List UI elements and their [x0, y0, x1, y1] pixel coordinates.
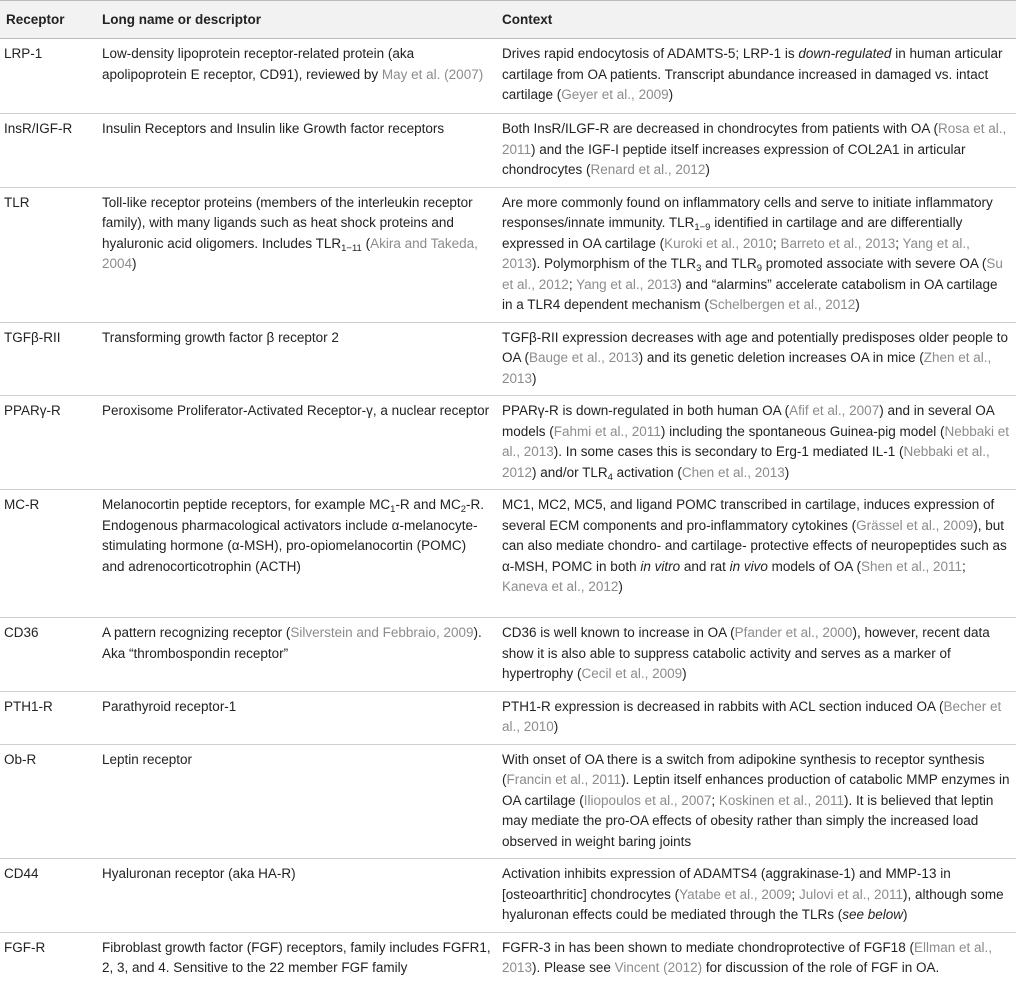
receptor-cell: FGF-R	[4, 939, 46, 955]
table-row	[0, 187, 1016, 322]
citation-link[interactable]: Shen et al., 2011	[860, 558, 963, 574]
text-segment: ;	[962, 558, 966, 574]
context-cell	[497, 187, 1016, 322]
citation-link[interactable]: Kaneva et al., 2012	[502, 579, 619, 594]
text-segment: Are more commonly found on inflammatory cells and serve to initiate inflammatory responses/innate immunity. TLR	[502, 194, 993, 230]
text-segment: PPARγ-R is down-regulated in both human OA (	[502, 403, 790, 418]
text-segment: Parathyroid receptor-1	[102, 698, 237, 714]
citation-link[interactable]: Pfander et al., 2000	[734, 625, 853, 640]
text-segment: ). Please see	[532, 960, 615, 975]
table-row	[0, 932, 1016, 992]
citation-link[interactable]: Kuroki et al., 2010	[664, 235, 773, 251]
context-cell	[497, 691, 1016, 744]
text-segment: ), although some hyaluronan effects could be mediated through the TLRs (	[502, 886, 1004, 922]
text-segment: ;	[791, 886, 799, 902]
subscript: 2	[460, 504, 466, 515]
text-segment: and rat	[680, 558, 730, 574]
table-row	[0, 744, 1016, 859]
text-segment: ;	[895, 235, 903, 251]
citation-link[interactable]: Afif et al., 2007	[789, 403, 880, 418]
text-segment: )	[553, 719, 559, 734]
subscript: 3	[696, 263, 702, 274]
text-segment: CD36 is well known to increase in OA (	[502, 625, 735, 640]
descriptor-cell	[97, 490, 497, 618]
receptor-cell: Ob-R	[4, 751, 37, 767]
citation-link[interactable]: Rosa et al., 2011	[502, 121, 1007, 157]
citation-link[interactable]: Iliopoulos et al., 2007	[583, 792, 712, 808]
text-segment: ) and its genetic deletion increases OA in mice (	[638, 350, 924, 365]
descriptor-cell	[97, 396, 497, 490]
text-segment: )	[682, 666, 687, 681]
text-segment: ) and the IGF-I peptide itself increases expression of COL2A1 in articular chondrocytes (	[502, 141, 966, 177]
text-segment: Hyaluronan receptor (aka HA-R)	[102, 866, 296, 881]
receptor-cell: CD36	[4, 625, 39, 640]
text-segment: ;	[568, 276, 577, 292]
descriptor-cell	[97, 932, 497, 992]
subscript: 4	[607, 471, 613, 483]
text-segment: for discussion of the role of FGF in OA.	[702, 960, 940, 975]
text-segment: ), but can also mediate chondro- and cartilage- protective effects of neuropeptides such as α-MSH, POMC in both	[502, 517, 1007, 574]
text-segment: Leptin receptor	[102, 751, 193, 767]
text-segment: )	[618, 579, 623, 594]
italic-text: down-regulated	[798, 46, 892, 61]
context-cell	[497, 932, 1016, 992]
table-header	[0, 1, 1016, 39]
citation-link[interactable]: Yang et al., 2013	[576, 276, 678, 292]
descriptor-cell	[97, 744, 497, 859]
citation-link[interactable]: Su et al., 2012	[502, 256, 1003, 292]
text-segment: )	[784, 464, 790, 480]
text-segment: ), however, recent data show it is also able to suppress catabolic activity and serves as a marker of hypertrophy (	[502, 625, 990, 681]
subscript: 1−9	[694, 222, 711, 233]
text-segment: FGFR-3 in has been shown to mediate chondroprotective of FGF18 (	[502, 939, 914, 955]
text-segment: ) and in several OA models (	[502, 403, 995, 439]
text-segment: Activation inhibits expression of ADAMTS4 (aggrakinase-1) and MMP-13 in [osteoarthritic] chondrocytes (	[502, 866, 951, 902]
table-body	[0, 39, 1016, 992]
text-segment: ). In some cases this is secondary to Erg-1 mediated IL-1 (	[553, 444, 904, 459]
text-segment: models of OA (	[767, 558, 861, 574]
descriptor-cell	[97, 114, 497, 188]
text-segment: PTH1-R expression is decreased in rabbits with ACL section induced OA (	[502, 698, 944, 714]
text-segment: )	[903, 907, 908, 922]
citation-link[interactable]: Francin et al., 2011	[506, 772, 622, 787]
citation-link[interactable]: Julovi et al., 2011	[798, 886, 904, 902]
citation-link[interactable]: Schelbergen et al., 2012	[708, 297, 856, 312]
text-segment: Insulin Receptors and Insulin like Growth factor receptors	[102, 121, 445, 136]
italic-text: see below	[842, 907, 904, 922]
citation-link[interactable]: Akira and Takeda, 2004	[102, 235, 478, 271]
text-segment: identified in cartilage and are differentially expressed in OA cartilage (	[502, 215, 963, 251]
citation-link[interactable]: Renard et al., 2012	[590, 162, 706, 177]
text-segment: )	[668, 87, 674, 102]
text-segment: ). Aka “thrombospondin receptor”	[102, 625, 482, 661]
text-segment: Peroxisome Proliferator-Activated Receptor-γ, a nuclear receptor	[102, 403, 490, 418]
text-segment: ) including the spontaneous Guinea-pig model (	[660, 423, 945, 439]
text-segment: Drives rapid endocytosis of ADAMTS-5; LRP-1 is	[502, 46, 799, 61]
receptor-cell: LRP-1	[4, 46, 43, 61]
citation-link[interactable]: Silverstein and Febbraio, 2009	[290, 625, 474, 640]
text-segment: Toll-like receptor proteins (members of the interleukin receptor family), with many ligands such as heat shock proteins and hyaluronic acid oligomers. Includes TLR	[102, 194, 473, 251]
citation-link[interactable]: May et al. (2007)	[381, 66, 484, 82]
table-row	[0, 114, 1016, 188]
text-segment: ). It is believed that leptin may mediate the pro-OA effects of obesity rather than simply the increased load observed in weight baring joints	[502, 792, 994, 849]
text-segment: A pattern recognizing receptor (	[102, 625, 291, 640]
header-row	[0, 1, 1016, 39]
context-cell	[497, 114, 1016, 188]
text-segment: ;	[772, 235, 781, 251]
text-segment: ;	[711, 792, 719, 808]
receptor-cell: TLR	[4, 194, 30, 210]
text-segment: )	[132, 256, 137, 271]
receptor-cell: InsR/IGF-R	[4, 121, 73, 136]
table-row	[0, 322, 1016, 396]
header-receptor: Receptor	[6, 12, 65, 27]
table-row	[0, 691, 1016, 744]
citation-link[interactable]: Bauge et al., 2013	[529, 350, 639, 365]
citation-link[interactable]: Yang et al., 2013	[502, 235, 970, 271]
citation-link[interactable]: Nebbaki et al., 2013	[502, 423, 1010, 459]
table-row	[0, 490, 1016, 618]
citation-link[interactable]: Koskinen et al., 2011	[718, 792, 844, 808]
receptor-cell: MC-R	[4, 497, 40, 512]
table-row	[0, 396, 1016, 490]
citation-link[interactable]: Ellman et al., 2013	[502, 939, 992, 975]
receptor-cell: CD44	[4, 866, 39, 881]
descriptor-cell	[97, 859, 497, 933]
context-cell	[497, 396, 1016, 490]
italic-text: in vivo	[729, 558, 768, 574]
table-row	[0, 618, 1016, 692]
text-segment: ) and “alarmins” accelerate catabolism in OA cartilage in a TLR4 dependent mechanism (	[502, 276, 998, 312]
text-segment: )	[705, 162, 710, 177]
receptor-cell: PTH1-R	[4, 698, 53, 714]
descriptor-cell	[97, 39, 497, 114]
text-segment: )	[532, 370, 537, 386]
text-segment: Transforming growth factor β receptor 2	[102, 329, 339, 345]
text-segment: Melanocortin peptide receptors, for example MC	[102, 497, 391, 512]
descriptor-cell	[97, 187, 497, 322]
citation-link[interactable]: Nebbaki et al., 2012	[502, 444, 990, 480]
context-cell	[497, 618, 1016, 692]
text-segment: promoted associate with severe OA (	[762, 256, 987, 271]
citation-link[interactable]: Becher et al., 2010	[502, 698, 1002, 734]
citation-link[interactable]: Cecil et al., 2009	[581, 666, 683, 681]
text-segment: activation (	[612, 464, 682, 480]
context-cell	[497, 322, 1016, 396]
context-cell	[497, 490, 1016, 618]
receptor-cell: PPARγ-R	[4, 403, 61, 418]
subscript: 1	[390, 504, 396, 515]
text-segment: )	[855, 297, 860, 312]
italic-text: in vitro	[640, 558, 681, 574]
header-context: Context	[502, 12, 553, 27]
subscript: 1−11	[341, 242, 362, 254]
citation-link[interactable]: Barreto et al., 2013	[780, 235, 896, 251]
text-segment: Low-density lipoprotein receptor-related protein (aka apolipoprotein E receptor, CD91), reviewed by	[102, 46, 415, 82]
descriptor-cell	[97, 618, 497, 692]
text-segment: -R and MC	[395, 497, 461, 512]
citation-link[interactable]: Geyer et al., 2009	[561, 87, 669, 102]
receptor-cell: TGFβ-RII	[4, 329, 61, 345]
table-row	[0, 859, 1016, 933]
text-segment: (	[361, 235, 371, 251]
table-row	[0, 39, 1016, 114]
context-cell	[497, 39, 1016, 114]
text-segment: ) and/or TLR	[532, 464, 608, 480]
text-segment: ). Leptin itself enhances production of catabolic MMP enzymes in OA cartilage (	[502, 772, 1010, 808]
citation-link[interactable]: Fahmi et al., 2011	[553, 423, 661, 439]
citation-link[interactable]: Zhen et al., 2013	[502, 350, 992, 386]
citation-link[interactable]: Grässel et al., 2009	[856, 517, 974, 533]
header-descriptor: Long name or descriptor	[102, 12, 262, 27]
citation-link[interactable]: Yatabe et al., 2009	[679, 886, 792, 902]
descriptor-cell	[97, 322, 497, 396]
citation-link[interactable]: Vincent (2012)	[614, 960, 703, 975]
context-cell	[497, 744, 1016, 859]
text-segment: With onset of OA there is a switch from adipokine synthesis to receptor synthesis (	[502, 751, 985, 787]
text-segment: ). Polymorphism of the TLR	[532, 256, 697, 271]
text-segment: Fibroblast growth factor (FGF) receptors, family includes FGFR1, 2, 3, and 4. Sensitive to the 22 member FGF family	[102, 939, 491, 975]
subscript: 9	[756, 263, 762, 274]
text-segment: -R. Endogenous pharmacological activators include α-melanocyte-stimulating hormone (α-MSH), pro-opiomelanocortin (POMC) and adrenocorticotrophin (ACTH)	[102, 497, 484, 574]
text-segment: in human articular cartilage from OA patients. Transcript abundance increased in damaged vs. intact cartilage (	[502, 46, 1003, 102]
context-cell	[497, 859, 1016, 933]
text-segment: TGFβ-RII expression decreases with age and potentially predisposes older people to OA (	[502, 329, 1009, 365]
text-segment: MC1, MC2, MC5, and ligand POMC transcribed in cartilage, induces expression of several ECM components and pro-inflammatory cytokines (	[502, 497, 995, 533]
text-segment: Both InsR/ILGF-R are decreased in chondrocytes from patients with OA (	[502, 121, 938, 136]
text-segment: and TLR	[701, 256, 757, 271]
descriptor-cell	[97, 691, 497, 744]
citation-link[interactable]: Chen et al., 2013	[681, 464, 785, 480]
